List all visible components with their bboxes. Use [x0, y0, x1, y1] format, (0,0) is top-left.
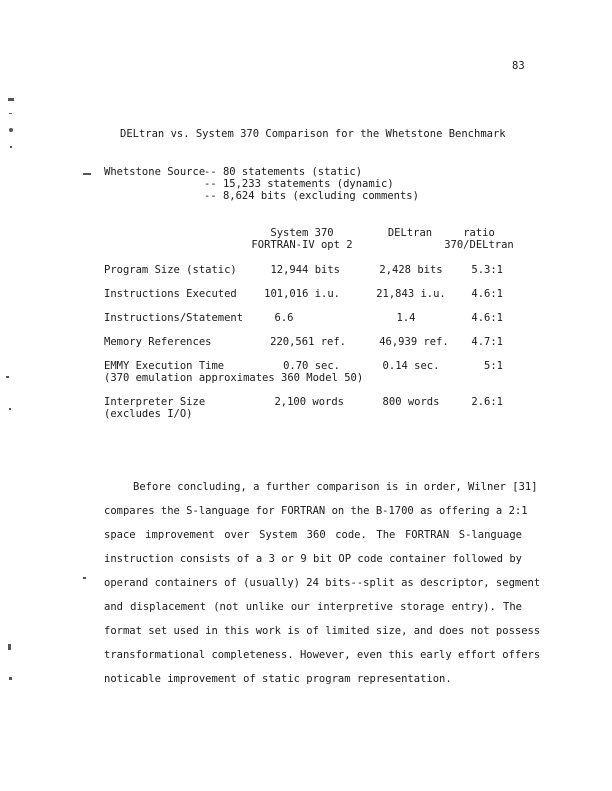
row-deltran: 800 words [382, 396, 440, 408]
row-note: (370 emulation approximates 360 Model 50) [104, 372, 364, 384]
row-ratio: 5:1 [484, 360, 503, 372]
margin-mark [83, 577, 86, 579]
row-label: EMMY Execution Time [104, 360, 225, 372]
row-sys370: 220,561 ref. [270, 336, 346, 348]
paragraph-line: instruction consists of a 3 or 9 bit OP code container followed by [104, 553, 522, 565]
source-line: -- 8,624 bits (excluding comments) [204, 190, 419, 202]
header-deltran: DELtran [387, 227, 433, 239]
paragraph-line: format set used in this work is of limited size, and does not possess [104, 625, 541, 637]
source-label: Whetstone Source [104, 166, 206, 178]
source-line: -- 15,233 statements (dynamic) [204, 178, 394, 190]
page-number: 83 [512, 60, 525, 72]
row-ratio: 4.7:1 [471, 336, 503, 348]
row-ratio: 5.3:1 [471, 264, 503, 276]
margin-mark [9, 408, 11, 410]
paragraph-line: Before concluding, a further comparison is in order, Wilner [31] [133, 481, 538, 493]
page-title: DELtran vs. System 370 Comparison for the Whetstone Benchmark [120, 128, 506, 140]
margin-mark [9, 677, 12, 680]
paragraph-line: space improvement over System 360 code. The FORTRAN S-language [104, 529, 522, 541]
row-deltran: 1.4 [396, 312, 416, 324]
header-ratio-sub: 370/DELtran [444, 239, 514, 251]
paragraph-line: noticable improvement of static program representation. [104, 673, 452, 685]
margin-mark [6, 376, 9, 378]
row-label: Memory References [104, 336, 212, 348]
header-system370: System 370 [270, 227, 334, 239]
row-deltran: 46,939 ref. [379, 336, 449, 348]
row-label: Interpreter Size [104, 396, 206, 408]
row-ratio: 4.6:1 [471, 288, 503, 300]
row-sys370: 0.70 sec. [283, 360, 340, 372]
margin-mark [9, 128, 13, 132]
row-ratio: 2.6:1 [471, 396, 503, 408]
row-label: Instructions/Statement [104, 312, 244, 324]
source-line: -- 80 statements (static) [204, 166, 363, 178]
row-sys370: 101,016 i.u. [264, 288, 340, 300]
header-ratio: ratio [463, 227, 495, 239]
row-ratio: 4.6:1 [471, 312, 503, 324]
margin-mark [8, 644, 11, 650]
row-label: Instructions Executed [104, 288, 237, 300]
margin-mark [8, 98, 14, 101]
row-deltran: 21,843 i.u. [376, 288, 446, 300]
margin-mark [9, 113, 12, 114]
margin-mark [10, 146, 12, 148]
paragraph-line: and displacement (not unlike our interpretive storage entry). The [104, 601, 522, 613]
row-deltran: 2,428 bits [379, 264, 443, 276]
margin-mark [83, 173, 91, 175]
row-label: Program Size (static) [104, 264, 237, 276]
paragraph-line: transformational completeness. However, even this early effort offers [104, 649, 541, 661]
paragraph-line: operand containers of (usually) 24 bits--split as descriptor, segment [104, 577, 541, 589]
row-sys370: 6.6 [274, 312, 294, 324]
paragraph-line: compares the S-language for FORTRAN on the B-1700 as offering a 2:1 [104, 505, 528, 517]
row-deltran: 0.14 sec. [382, 360, 440, 372]
row-note: (excludes I/O) [104, 408, 193, 420]
row-sys370: 12,944 bits [270, 264, 340, 276]
header-system370-sub: FORTRAN-IV opt 2 [251, 239, 353, 251]
row-sys370: 2,100 words [274, 396, 344, 408]
